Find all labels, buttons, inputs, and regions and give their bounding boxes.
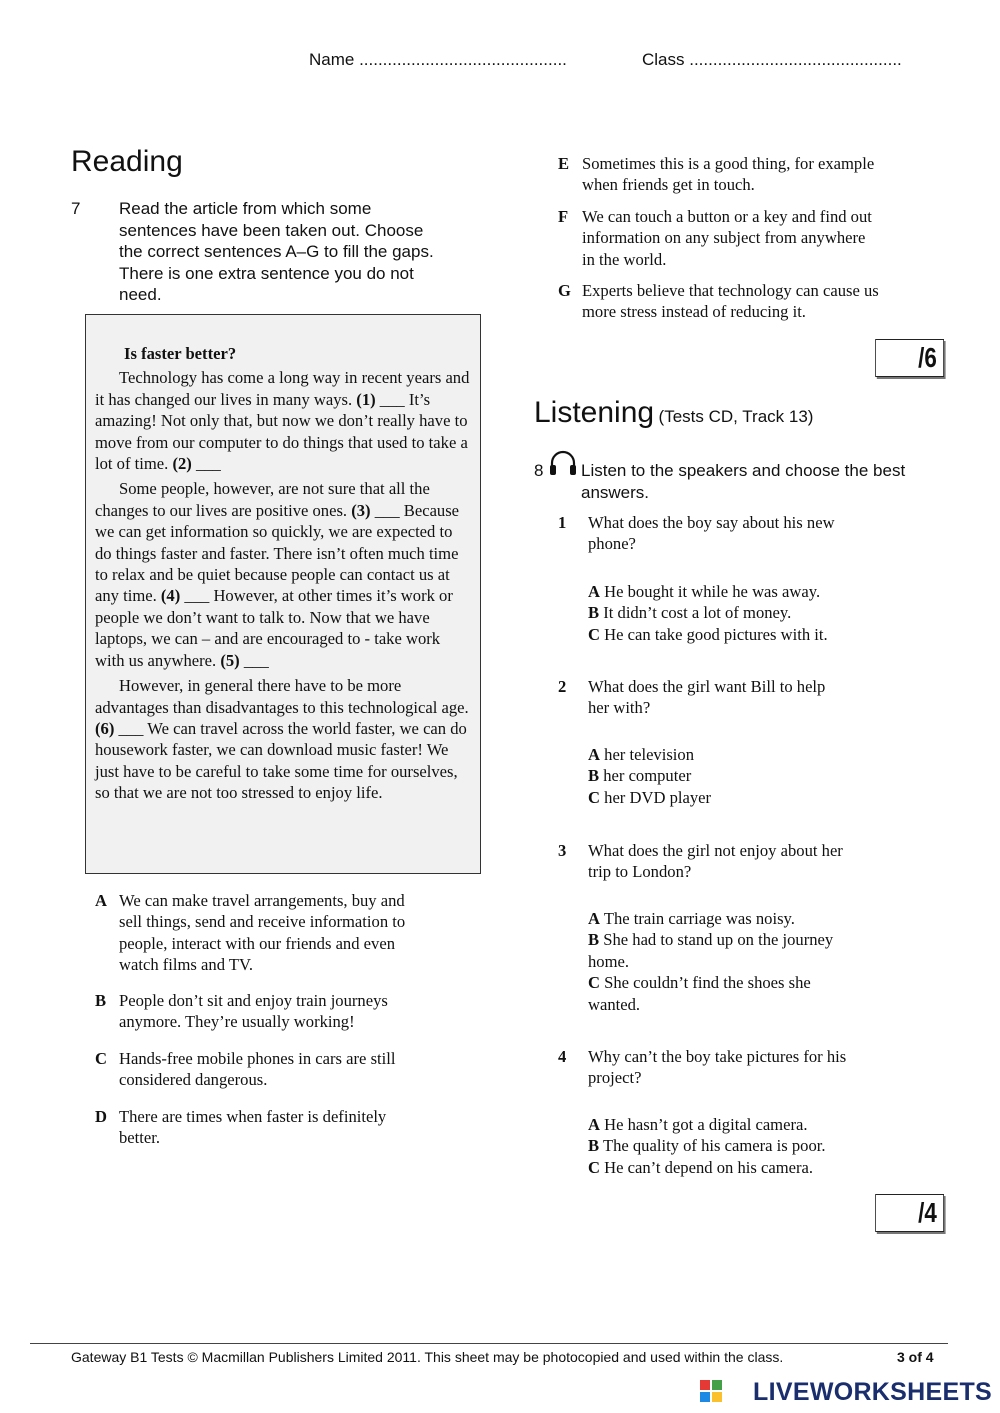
name-field-label: Name ............................................ [309,50,567,69]
answer-letter: B [588,930,600,950]
question-line: What does the boy say about his new [588,513,835,532]
answer-letter: B [588,603,600,623]
liveworksheets-brand[interactable]: LIVEWORKSHEETS [753,1378,992,1406]
answer-option[interactable] [588,929,918,950]
answer-letter: B [588,1136,600,1156]
answer-text: The quality of his camera is poor. [602,1136,826,1156]
page-number: 3 of 4 [897,1349,934,1365]
gap-1[interactable]: (1) [356,389,376,409]
answer-text: She couldn’t find the shoes she [604,973,811,993]
option-line: We can make travel arrangements, buy and [119,891,405,910]
question-line: phone? [588,534,636,554]
listening-score-box[interactable]: /4 [875,1194,944,1232]
article-text: ___ We can travel across the world faster, we can do housework faster, we can download music faster! We just have to be careful to take some time for ourselves, so that we are not too stressed to enjoy life. [95,718,467,803]
instruction-line: Listen to the speakers and choose the best [581,461,906,480]
reading-task-number: 7 [71,199,81,218]
answer-letter: A [588,909,600,928]
answer-letter: A [588,745,600,764]
gap-3[interactable]: (3) [351,500,371,520]
option-text [582,206,872,270]
option-e [558,153,958,198]
question-1-answers [588,581,918,645]
answer-text: her DVD player [604,787,712,807]
answer-option[interactable] [588,744,918,765]
answer-continuation [588,994,918,1015]
gap-6[interactable]: (6) [95,718,115,738]
question-3 [558,840,898,885]
option-letter: A [95,891,107,910]
answer-option[interactable] [588,972,918,993]
instruction-line: sentences have been taken out. Choose [119,220,424,240]
answer-letter: B [588,766,600,786]
option-line: Sometimes this is a good thing, for example [582,154,875,173]
answer-option[interactable] [588,1114,918,1135]
question-4 [558,1046,898,1091]
instruction-line: answers. [581,482,650,502]
reading-instruction [119,198,479,306]
option-line: Hands-free mobile phones in cars are still [119,1049,396,1068]
question-line: her with? [588,698,651,718]
option-line: We can touch a button or a key and find out [582,207,872,226]
question-3-answers [588,908,918,1015]
gap-4[interactable]: (4) [160,586,181,606]
footer-divider [30,1343,948,1344]
answer-text: The train carriage was noisy. [603,909,795,928]
option-f [558,206,958,274]
question-text [588,840,888,883]
option-line: in the world. [582,249,667,269]
option-letter: C [95,1049,107,1068]
instruction-line: Read the article from which some [119,199,372,218]
article-text: ___ [239,650,269,670]
option-text [119,1048,395,1091]
option-line: more stress instead of reducing it. [582,302,806,322]
answer-option[interactable] [588,1135,918,1156]
option-line: information on any subject from anywhere [582,228,866,248]
option-line: Experts believe that technology can cause us [582,281,879,300]
option-g [558,280,958,325]
answer-option[interactable] [588,581,918,602]
answer-text: He bought it while he was away. [604,582,821,601]
question-line: trip to London? [588,862,692,882]
answer-text: It didn’t cost a lot of money. [603,603,792,623]
gap-2[interactable]: (2) [172,454,192,474]
listening-task-number: 8 [534,461,544,480]
class-field-label: Class ............................................. [642,50,902,69]
article-paragraph-2 [95,478,472,671]
listening-heading: Listening [534,396,655,429]
answer-option[interactable] [588,624,918,645]
article-text: ___ It’s amazing! Not only that, but now we don’t really have to move from our computer to do things that used to take a lot of time. [95,389,468,474]
question-2 [558,676,898,721]
question-number: 2 [558,677,567,696]
option-line: sell things, send and receive information to [119,912,406,932]
option-letter: G [558,281,571,300]
question-text [588,676,888,719]
option-text [582,280,879,323]
answer-option[interactable] [588,908,918,929]
article-text: ___ Because we can get information so quickly, we are expected to do things faster and faster. There isn’t often much time to relax and be quiet because people can contact us at any time. [95,500,460,606]
answer-letter: C [588,973,600,993]
answer-letter: C [588,1157,600,1177]
answer-option[interactable] [588,765,918,786]
article-paragraph-1 [95,367,472,474]
answer-letter: A [588,1115,600,1134]
option-letter: E [558,154,570,173]
answer-text: She had to stand up on the journey [603,930,834,950]
option-text [582,153,874,196]
option-line: anymore. They’re usually working! [119,1012,355,1032]
listening-heading-row [534,396,813,430]
answer-text: He can’t depend on his camera. [604,1157,814,1177]
answer-letter: A [588,582,600,601]
answer-text: her television [604,745,694,764]
instruction-line: need. [119,285,162,304]
question-line: project? [588,1068,642,1088]
liveworksheets-logo-icon [700,1380,722,1402]
option-a [95,890,475,980]
instruction-line: the correct sentences A–G to fill the gaps. [119,242,434,261]
question-text [588,1046,888,1089]
answer-text: home. [588,951,630,971]
option-line: when friends get in touch. [582,175,755,195]
article-text: ___ However, at other times it’s work or people we don’t want to talk to. Now that we have laptops, we can – and are encouraged to - take work with us anywhere. [95,586,453,670]
reading-heading: Reading [71,145,183,178]
answer-text: He hasn’t got a digital camera. [604,1115,808,1134]
answer-option[interactable] [588,602,918,623]
headphones-icon [548,449,578,477]
answer-text: He can take good pictures with it. [604,624,828,644]
option-text [119,990,388,1033]
question-line: What does the girl want Bill to help [588,677,826,696]
reading-score-box[interactable]: /6 [875,339,944,377]
option-line: People don’t sit and enjoy train journeys [119,991,388,1010]
instruction-line: There is one extra sentence you do not [119,263,414,283]
question-number: 4 [558,1047,567,1066]
question-2-answers [588,744,918,808]
answer-letter: C [588,624,600,644]
option-letter: F [558,207,569,226]
footer-copyright: Gateway B1 Tests © Macmillan Publishers Limited 2011. This sheet may be photocopied and used within the class. [71,1349,784,1365]
question-line: Why can’t the boy take pictures for his [588,1047,847,1066]
answer-option[interactable] [588,787,918,808]
option-line: watch films and TV. [119,955,253,975]
question-text [588,512,888,555]
option-c [95,1048,475,1093]
article-box [85,314,481,874]
option-line: There are times when faster is definitely [119,1107,387,1126]
answer-text: wanted. [588,994,641,1014]
question-line: What does the girl not enjoy about her [588,841,843,860]
option-line: considered dangerous. [119,1070,268,1090]
article-title: Is faster better? [124,344,237,363]
option-letter: D [95,1107,107,1126]
gap-5[interactable]: (5) [220,650,240,670]
question-1 [558,512,898,557]
question-number: 1 [558,513,567,532]
option-line: people, interact with our friends and even [119,933,396,953]
question-4-answers [588,1114,918,1178]
listening-instruction [581,460,961,503]
article-text: However, in general there have to be more advantages than disadvantages to this technological age. [95,676,469,717]
answer-letter: C [588,787,600,807]
option-line: better. [119,1128,161,1148]
option-text [119,1106,386,1149]
article-text: Some people, however, are not sure that all the changes to our lives are positive ones. [95,479,430,520]
article-text: Technology has come a long way in recent years and it has changed our lives in many ways. [95,368,470,409]
option-letter: B [95,991,107,1010]
option-b [95,990,475,1035]
option-text [119,890,405,976]
listening-subheading: (Tests CD, Track 13) [658,407,814,426]
article-paragraph-3 [95,675,472,803]
question-number: 3 [558,841,567,860]
answer-option[interactable] [588,1157,918,1178]
answer-text: her computer [603,766,692,786]
option-d [95,1106,475,1151]
answer-continuation [588,951,918,972]
article-text: ___ [191,454,221,474]
